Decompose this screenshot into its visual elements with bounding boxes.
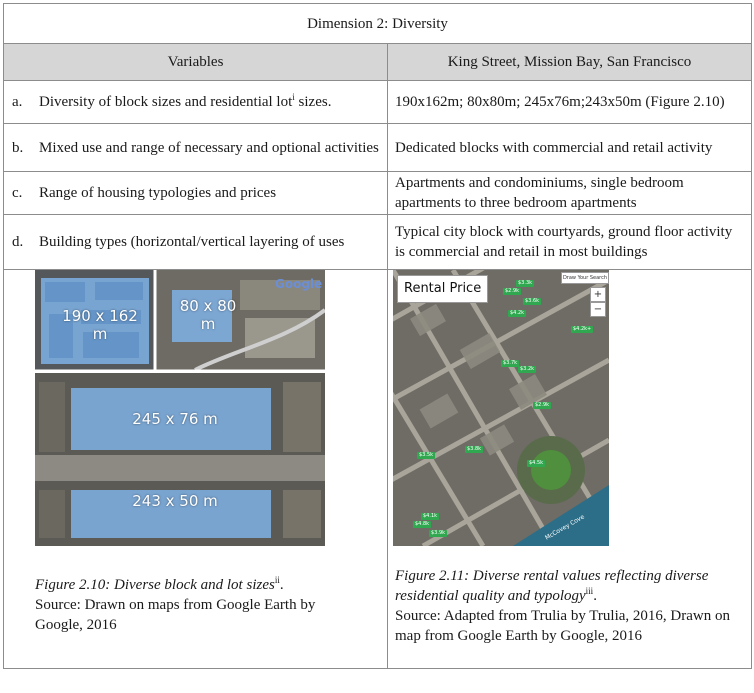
figure-2-11-caption: Figure 2.11: Diverse rental values reflecting diverse residential quality and typology$^{iii}$. Source: Adapted from Trulia by Trulia, 2016, Drawn on map from Google Earth by Google, 2016: [395, 568, 730, 644]
price-tag[interactable]: $3.9k: [431, 530, 446, 536]
draw-search-label: Draw Your Search: [562, 275, 608, 281]
price-tag[interactable]: $3.2k: [520, 366, 535, 372]
figure-2-10-cell: [4, 270, 388, 669]
value-cell: 190x162m; 80x80m; 245x76m;243x50m (Figure 2.10): [388, 81, 752, 124]
rental-price-label: Rental Price: [397, 275, 488, 303]
price-tag[interactable]: $4.1k: [423, 513, 438, 519]
variable-text: Range of housing typologies and prices: [39, 185, 277, 201]
price-tag[interactable]: $4.8k: [415, 521, 430, 527]
table-row: [4, 172, 752, 215]
price-tag[interactable]: $2.9k: [505, 288, 520, 294]
mccovey-cove-label: McCovey Cove: [543, 513, 586, 542]
value-cell: Typical city block with courtyards, ground floor activity is commercial and retail in most buildings: [388, 215, 752, 270]
row-letter: a.: [12, 94, 23, 110]
draw-search-button[interactable]: [561, 272, 609, 284]
price-tag[interactable]: $3.3k: [518, 280, 533, 286]
table-row: [4, 215, 752, 270]
block-label-80x80: 80 x 80 m: [179, 297, 237, 333]
figure-2-10-caption: Figure 2.10: Diverse block and lot sizes$^{ii}$. Source: Drawn on maps from Google Earth by Google, 2016: [35, 575, 316, 633]
diversity-table: [3, 3, 752, 669]
price-tag[interactable]: $3.7k: [503, 360, 518, 366]
value-cell: Dedicated blocks with commercial and retail activity: [388, 124, 752, 172]
block-size-map: [35, 270, 325, 546]
price-tag[interactable]: $4.5k: [529, 460, 544, 466]
rental-price-map: [393, 270, 609, 546]
zoom-out-button[interactable]: −: [590, 302, 606, 317]
zoom-in-button[interactable]: +: [590, 287, 606, 302]
block-label-190x162: 190 x 162 m: [62, 307, 138, 343]
value-cell: Apartments and condominiums, single bedroom apartments to three bedroom apartments: [388, 172, 752, 215]
variable-cell: [4, 215, 388, 270]
rental-price-map-image: [393, 270, 609, 546]
row-letter: d.: [12, 234, 24, 250]
price-tag[interactable]: $3.8k: [467, 446, 482, 452]
variable-cell: [4, 81, 388, 124]
variable-cell: [4, 172, 388, 215]
block-label-245x76: 245 x 76 m: [132, 410, 218, 428]
price-tag[interactable]: $4.2k: [510, 310, 525, 316]
table-title: Dimension 2: Diversity: [4, 4, 752, 44]
table-row: [4, 124, 752, 172]
figure-2-11-cell: [388, 270, 752, 669]
variable-text: Mixed use and range of necessary and optional activities: [39, 139, 379, 156]
price-tag[interactable]: $2.9k: [535, 402, 550, 408]
column-header-site: King Street, Mission Bay, San Francisco: [388, 44, 752, 81]
figure-2-10-source: Source: Drawn on maps from Google Earth by Google, 2016: [35, 597, 316, 633]
variable-text: Diversity of block sizes and residential lot$^i$ sizes.: [39, 92, 332, 110]
variable-cell: [4, 124, 388, 172]
block-label-243x50: 243 x 50 m: [132, 492, 218, 510]
row-letter: c.: [12, 185, 23, 201]
price-tag[interactable]: $4.2k+: [573, 326, 592, 332]
variable-text: Building types (horizontal/vertical layering of uses: [39, 234, 345, 250]
figure-2-11-source: Source: Adapted from Trulia by Trulia, 2016, Drawn on map from Google Earth by Google, 2016: [395, 608, 730, 644]
price-tag[interactable]: $3.5k: [419, 452, 434, 458]
price-tag[interactable]: $3.6k: [525, 298, 540, 304]
table-row: [4, 81, 752, 124]
row-letter: b.: [12, 139, 24, 156]
google-watermark: Google: [275, 277, 323, 291]
column-header-variables: Variables: [4, 44, 388, 81]
